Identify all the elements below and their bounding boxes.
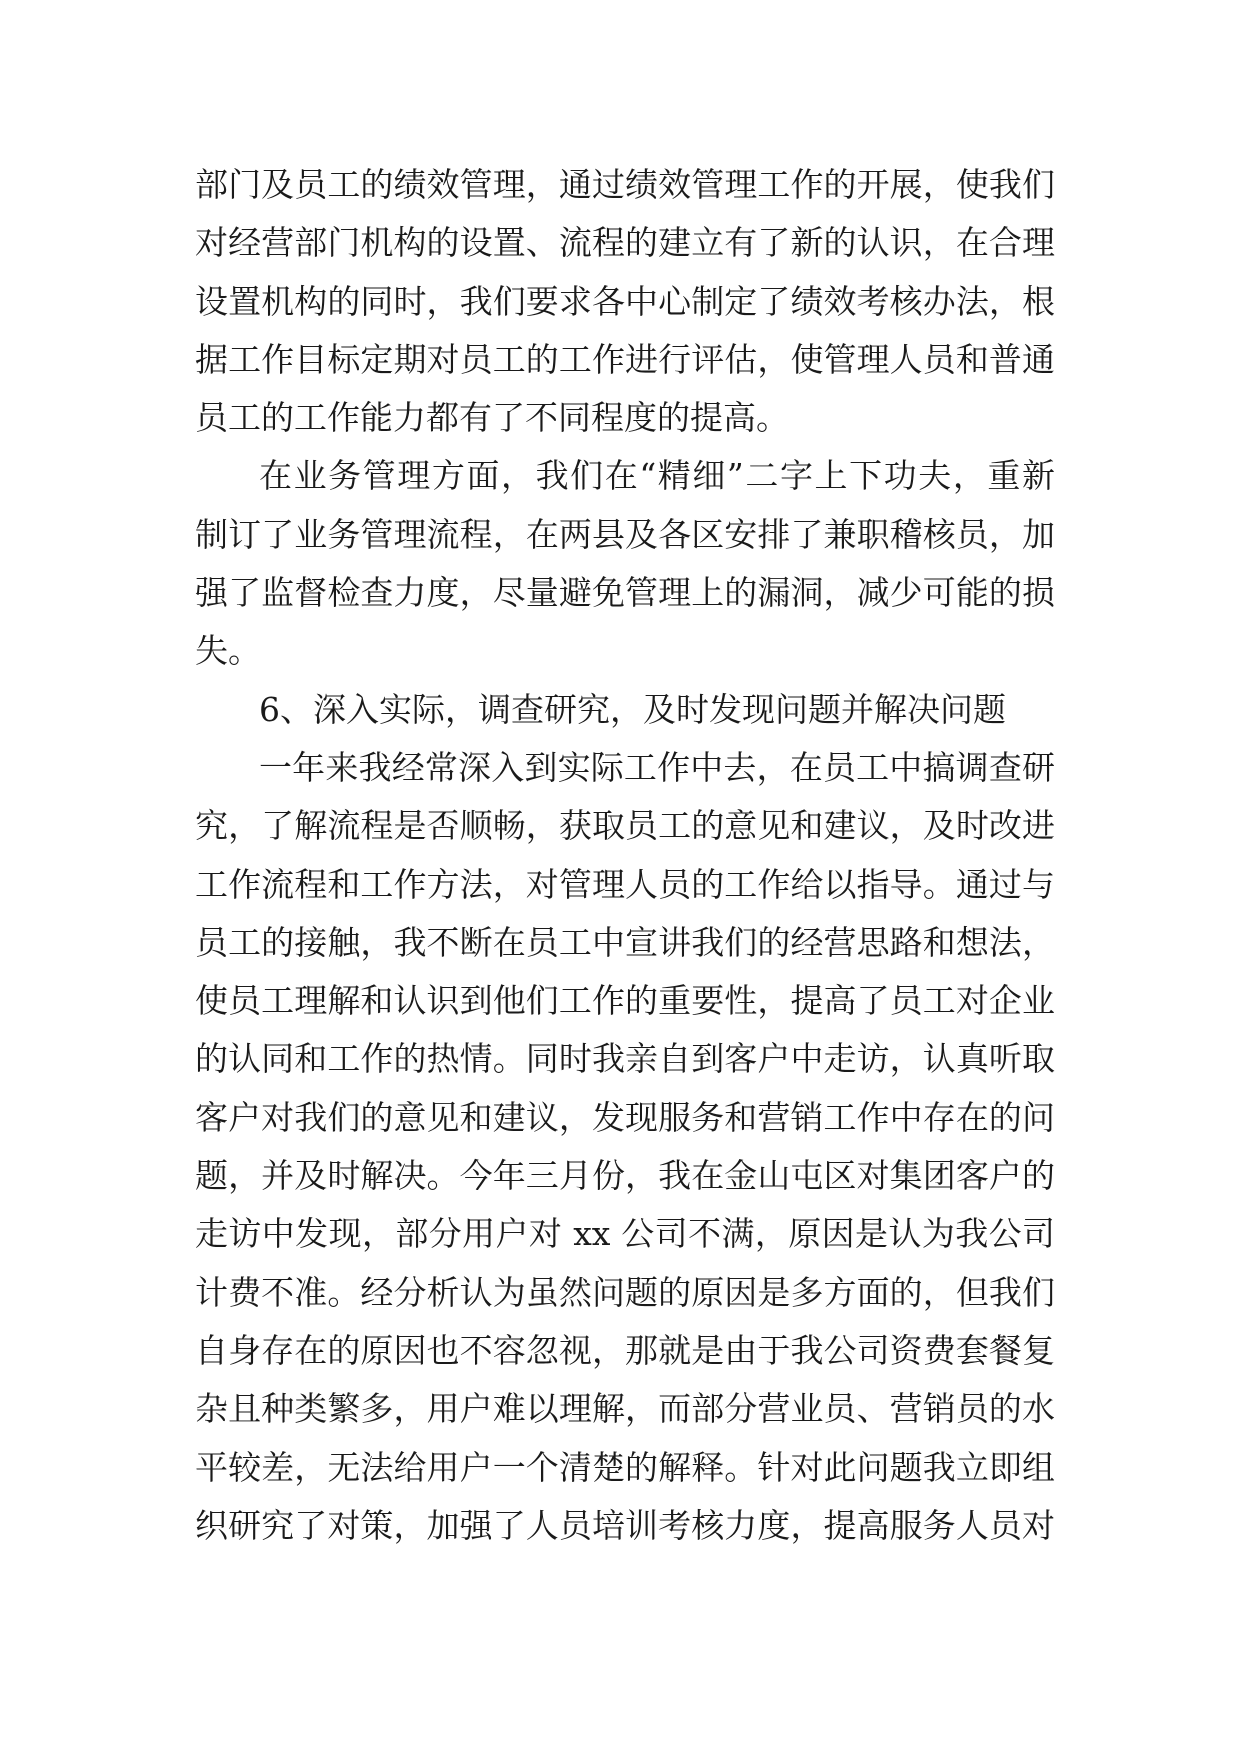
text-line: 工作流程和工作方法，对管理人员的工作给以指导。通过与 bbox=[195, 864, 1055, 904]
text-line: 在业务管理方面，我们在“精细”二字上下功夫，重新 bbox=[259, 456, 1055, 496]
text-line: 织研究了对策，加强了人员培训考核力度，提高服务人员对 bbox=[195, 1505, 1055, 1545]
text-line: 对经营部门机构的设置、流程的建立有了新的认识，在合理 bbox=[195, 223, 1055, 263]
text-line: 员工的接触，我不断在员工中宣讲我们的经营思路和想法， bbox=[195, 922, 1055, 962]
text-line: 设置机构的同时，我们要求各中心制定了绩效考核办法，根 bbox=[195, 281, 1055, 321]
text-line: 据工作目标定期对员工的工作进行评估，使管理人员和普通 bbox=[195, 339, 1055, 379]
text-line: 的认同和工作的热情。同时我亲自到客户中走访，认真听取 bbox=[195, 1039, 1055, 1079]
text-line: 强了监督检查力度，尽量避免管理上的漏洞，减少可能的损 bbox=[195, 573, 1055, 613]
text-line: 究，了解流程是否顺畅，获取员工的意见和建议，及时改进 bbox=[195, 806, 1055, 846]
text-line: 员工的工作能力都有了不同程度的提高。 bbox=[195, 398, 789, 438]
text-line: 制订了业务管理流程，在两县及各区安排了兼职稽核员，加 bbox=[195, 514, 1055, 554]
section-heading: 6、深入实际，调查研究，及时发现问题并解决问题 bbox=[259, 689, 1006, 729]
text-line: 部门及员工的绩效管理，通过绩效管理工作的开展，使我们 bbox=[195, 165, 1055, 204]
text-line: 客户对我们的意见和建议，发现服务和营销工作中存在的问 bbox=[195, 1097, 1055, 1137]
text-line: 失。 bbox=[195, 631, 261, 671]
text-line: 题，并及时解决。今年三月份，我在金山屯区对集团客户的 bbox=[195, 1156, 1055, 1196]
body-text bbox=[195, 156, 1055, 1555]
text-line: 杂且种类繁多，用户难以理解，而部分营业员、营销员的水 bbox=[195, 1389, 1055, 1429]
text-line: 使员工理解和认识到他们工作的重要性，提高了员工对企业 bbox=[195, 981, 1055, 1021]
text-line: 走访中发现，部分用户对 xx 公司不满，原因是认为我公司 bbox=[195, 1214, 1055, 1254]
text-line: 计费不准。经分析认为虽然问题的原因是多方面的，但我们 bbox=[195, 1272, 1055, 1312]
text-line: 平较差，无法给用户一个清楚的解释。针对此问题我立即组 bbox=[195, 1447, 1055, 1487]
text-line: 自身存在的原因也不容忽视，那就是由于我公司资费套餐复 bbox=[195, 1330, 1055, 1370]
text-line: 一年来我经常深入到实际工作中去，在员工中搞调查研 bbox=[259, 747, 1055, 787]
